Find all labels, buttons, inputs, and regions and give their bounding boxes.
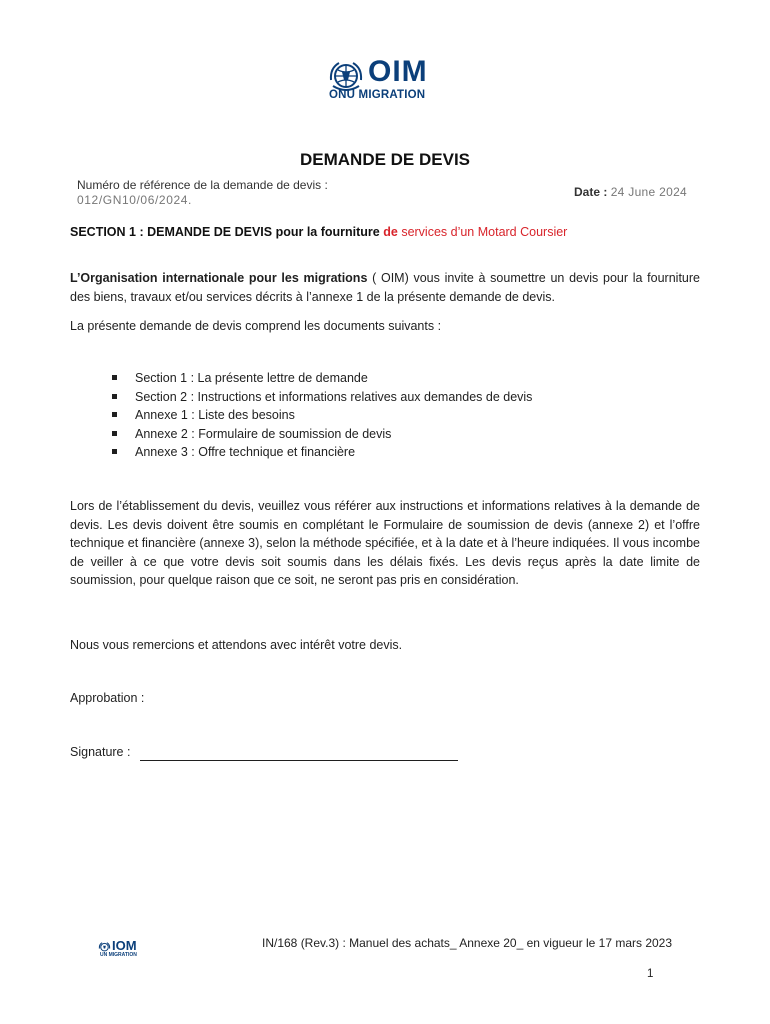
- list-item: Annexe 1 : Liste des besoins: [112, 406, 532, 425]
- documents-list: [112, 369, 532, 462]
- reference-label: Numéro de référence de la demande de devis :: [77, 178, 328, 192]
- bullet-square-icon: [112, 449, 117, 454]
- footer-logo-subtitle: UN MIGRATION: [100, 952, 137, 958]
- reference-value: 012/GN10/06/2024.: [77, 193, 192, 207]
- section-heading-de: de: [383, 225, 398, 239]
- intro-paragraph: [70, 269, 700, 306]
- section-heading: [70, 225, 567, 239]
- bullet-square-icon: [112, 412, 117, 417]
- page-number: 1: [647, 968, 654, 980]
- oim-logo: [327, 55, 447, 104]
- signature-label: Signature :: [70, 745, 131, 759]
- list-item: Section 1 : La présente lettre de demande: [112, 369, 532, 388]
- logo-wordmark: OIM: [368, 55, 428, 88]
- thanks-paragraph: Nous vous remercions et attendons avec intérêt votre devis.: [70, 638, 403, 652]
- iom-footer-logo: [98, 938, 148, 961]
- bullet-square-icon: [112, 431, 117, 436]
- date-label: Date :: [574, 185, 608, 199]
- organisation-name: L’Organisation internationale pour les migrations: [70, 271, 368, 285]
- signature-line: [140, 760, 458, 761]
- footer-logo-wordmark: IOM: [112, 938, 137, 953]
- list-item: Section 2 : Instructions et informations relatives aux demandes de devis: [112, 388, 532, 407]
- section-heading-main: SECTION 1 : DEMANDE DE DEVIS pour la fourniture: [70, 225, 380, 239]
- bullet-square-icon: [112, 394, 117, 399]
- list-item: Annexe 3 : Offre technique et financière: [112, 443, 532, 462]
- date-line: [574, 185, 687, 199]
- bullet-square-icon: [112, 375, 117, 380]
- intro-text: ( OIM) vous invite à soumettre un devis pour la fourniture des biens, travaux et/ou services décrits à l’annexe 1 de la présente demande de devis.: [70, 271, 700, 304]
- documents-intro: La présente demande de devis comprend les documents suivants :: [70, 319, 442, 333]
- document-title: DEMANDE DE DEVIS: [299, 150, 471, 169]
- logo-subtitle: ONU MIGRATION: [329, 89, 426, 101]
- instructions-paragraph: Lors de l’établissement du devis, veuillez vous référer aux instructions et informations relatives à la demande de devis. Les devis doivent être soumis en complétant le Formulaire de soumission de devis (annexe 2) et l’offre technique et financière (annexe 3), selon la méthode spécifiée, et à la date et à l’heure indiquées. Il vous incombe de veiller à ce que votre devis soit soumis dans les délais fixés. Les devis reçus après la date limite de soumission, pour quelque raison que ce soit, ne seront pas pris en considération.: [70, 499, 700, 587]
- date-value: 24 June 2024: [610, 185, 688, 199]
- approbation-label: Approbation :: [70, 691, 145, 705]
- list-item: Annexe 2 : Formulaire de soumission de devis: [112, 425, 532, 444]
- section-heading-service: services d’un Motard Coursier: [401, 225, 568, 239]
- footer-text: IN/168 (Rev.3) : Manuel des achats_ Annexe 20_ en vigueur le 17 mars 2023: [262, 936, 673, 950]
